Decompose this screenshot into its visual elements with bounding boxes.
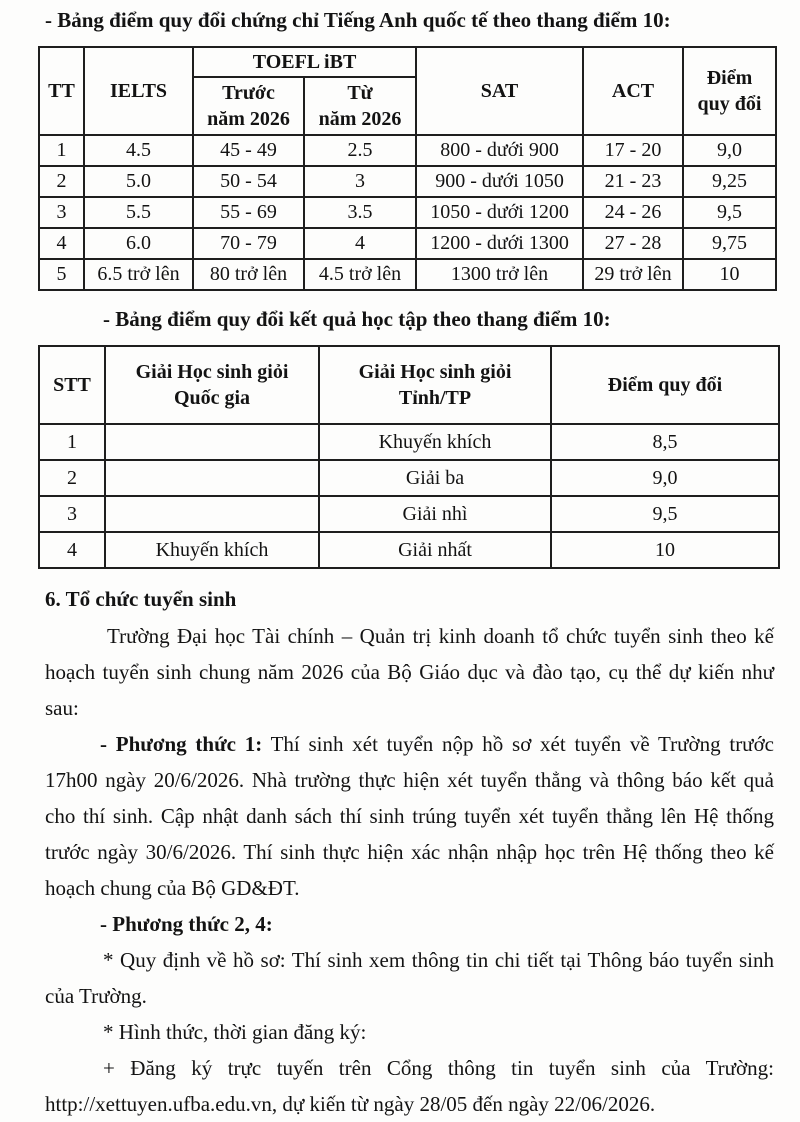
national-award-line2: Quốc gia [173,387,251,409]
table-row [39,460,779,496]
table-cell [105,424,319,460]
national-award-line1: Giải Học sinh giỏi [135,361,289,383]
table-cell: 5.5 [84,197,193,228]
intro-paragraph: Trường Đại học Tài chính – Quản trị kinh doanh tổ chức tuyển sinh theo kế hoạch tuyển sinh chung năm 2026 của Bộ Giáo dục và đào tạo, cụ thể dự kiến như sau: [45,624,774,720]
method24-label: - Phương thức 2, 4: [100,912,273,936]
table-cell: 1050 - dưới 1200 [416,197,583,228]
table-cell: 45 - 49 [193,135,304,166]
table-cell: 80 trở lên [193,259,304,290]
table-row [39,496,779,532]
table-cell [105,460,319,496]
table-cell: Khuyến khích [105,532,319,568]
table-cell: 2 [39,460,105,496]
table-cell: 4 [39,532,105,568]
table-header-row [39,346,779,424]
toefl-from-line1: Từ [347,82,373,104]
table-cell [105,496,319,532]
table-cell: 4 [39,228,84,259]
section6-title: 6. Tổ chức tuyển sinh [45,587,237,611]
toefl-before-line1: Trước [222,82,275,104]
province-award-line1: Giải Học sinh giỏi [358,361,512,383]
table-cell: 55 - 69 [193,197,304,228]
col-header-score: Điểm quy đổi [551,346,779,424]
table-cell: 5 [39,259,84,290]
registration-time-paragraph: * Hình thức, thời gian đăng ký: [103,1020,367,1044]
table-row [39,532,779,568]
col-header-score [683,47,776,135]
table-cell: 9,75 [683,228,776,259]
table-cell: 2 [39,166,84,197]
table-cell: 2.5 [304,135,416,166]
toefl-from-line2: năm 2026 [318,108,402,130]
table1-title: - Bảng điểm quy đổi chứng chỉ Tiếng Anh quốc tế theo thang điểm 10: [45,8,671,32]
table-row [39,166,776,197]
col-header-national-award [105,346,319,424]
table-cell: 3.5 [304,197,416,228]
method1-label: - Phương thức 1: [100,732,263,756]
table-cell: 27 - 28 [583,228,683,259]
table-cell: 10 [683,259,776,290]
col-header-province-award [319,346,551,424]
col-header-toefl: TOEFL iBT [193,47,416,77]
col-header-stt: STT [39,346,105,424]
table-cell: 9,0 [683,135,776,166]
online-registration-paragraph: + Đăng ký trực tuyến trên Cổng thông tin tuyển sinh của Trường: http://xettuyen.ufba.edu.vn, dự kiến từ ngày 28/05 đến ngày 22/06/2026. [45,1056,774,1116]
table2-title: - Bảng điểm quy đổi kết quả học tập theo thang điểm 10: [103,307,611,331]
col-header-act: ACT [583,47,683,135]
table-cell: 10 [551,532,779,568]
table-cell: 29 trở lên [583,259,683,290]
method1-paragraph [45,726,774,906]
table-cell: Khuyến khích [319,424,551,460]
province-award-line2: Tỉnh/TP [398,387,472,409]
table-cell: 3 [39,496,105,532]
col-header-toefl-from-2026 [304,77,416,135]
table-cell: 1300 trở lên [416,259,583,290]
table-cell: 4 [304,228,416,259]
table-cell: 4.5 [84,135,193,166]
table-cell: 70 - 79 [193,228,304,259]
academic-results-conversion-table [38,345,780,569]
table-row [39,424,779,460]
table-cell: 4.5 trở lên [304,259,416,290]
method1-text: Thí sinh xét tuyển nộp hồ sơ xét tuyển về Trường trước 17h00 ngày 20/6/2026. Nhà trường thực hiện xét tuyển thẳng và thông báo kết quả cho thí sinh. Cập nhật danh sách thí sinh trúng tuyển xét tuyển thẳng lên Hệ thống trước ngày 30/6/2026. Thí sinh thực hiện xác nhận nhập học trên Hệ thống theo kế hoạch chung của Bộ GD&ĐT. [45,732,774,900]
table-cell: 8,5 [551,424,779,460]
col-header-score-line2: quy đổi [697,93,762,115]
table-cell: 50 - 54 [193,166,304,197]
table-row [39,197,776,228]
table-row [39,228,776,259]
table-row [39,135,776,166]
table-cell: 9,5 [683,197,776,228]
table-cell: 3 [304,166,416,197]
table-cell: 1200 - dưới 1300 [416,228,583,259]
table-cell: Giải nhất [319,532,551,568]
dossier-paragraph: * Quy định về hồ sơ: Thí sinh xem thông tin chi tiết tại Thông báo tuyển sinh của Trường. [45,948,774,1008]
table-cell: 900 - dưới 1050 [416,166,583,197]
table-cell: 24 - 26 [583,197,683,228]
table-cell: 1 [39,424,105,460]
table-cell: 21 - 23 [583,166,683,197]
toefl-before-line2: năm 2026 [207,108,290,130]
table-cell: 6.5 trở lên [84,259,193,290]
table-cell: 1 [39,135,84,166]
table-header-row [39,47,776,77]
table-cell: Giải ba [319,460,551,496]
col-header-tt: TT [39,47,84,135]
table-cell: 17 - 20 [583,135,683,166]
table-row [39,259,776,290]
col-header-ielts: IELTS [84,47,193,135]
table-cell: Giải nhì [319,496,551,532]
english-certificate-conversion-table [38,46,777,291]
col-header-toefl-before-2026 [193,77,304,135]
table-cell: 800 - dưới 900 [416,135,583,166]
table-cell: 3 [39,197,84,228]
table-cell: 9,0 [551,460,779,496]
col-header-score-line1: Điểm [706,67,753,89]
table-cell: 9,25 [683,166,776,197]
table-cell: 6.0 [84,228,193,259]
col-header-sat: SAT [416,47,583,135]
table-cell: 9,5 [551,496,779,532]
table-cell: 5.0 [84,166,193,197]
